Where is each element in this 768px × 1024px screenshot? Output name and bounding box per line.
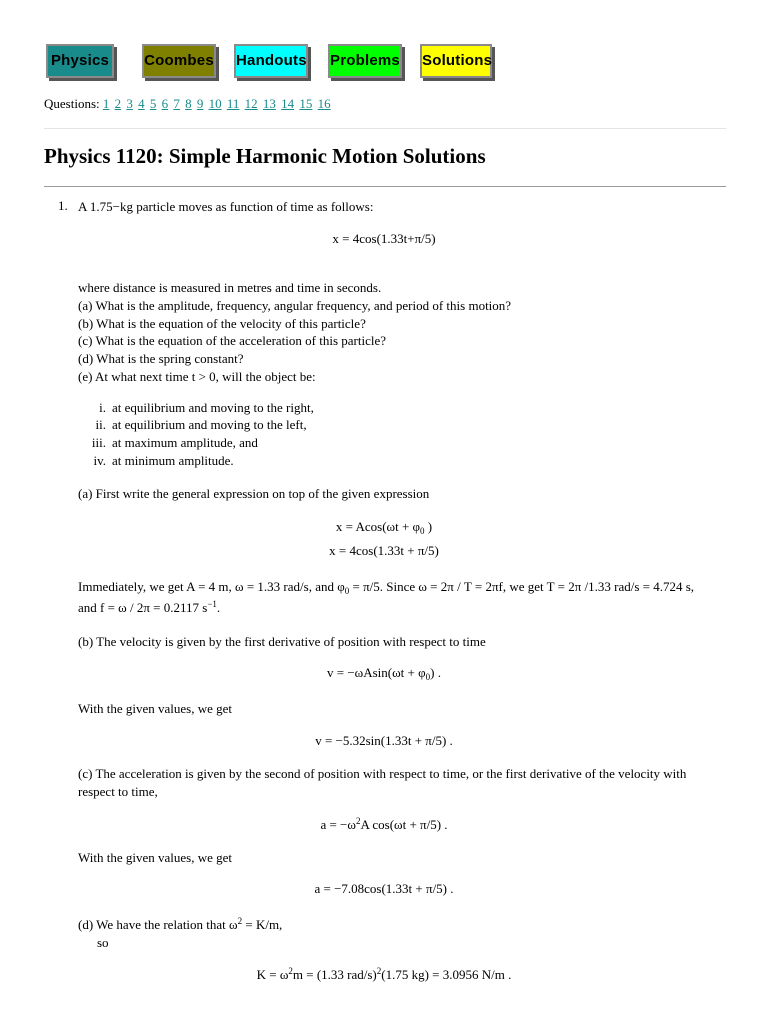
solution-c-intro-line2: respect to time,	[78, 784, 158, 799]
problem-part-e: (e) At what next time t > 0, will the object be:	[78, 369, 316, 384]
question-link-1[interactable]: 1	[102, 96, 110, 111]
nav-handouts-button[interactable]: Handouts	[234, 44, 308, 78]
question-link-3[interactable]: 3	[126, 96, 133, 111]
top-divider	[44, 128, 726, 129]
solution-a-frequency: and f = ω / 2π = 0.2117 $s^{-1}$.	[78, 599, 221, 615]
question-link-13[interactable]: 13	[262, 96, 276, 111]
questions-label: Questions:	[44, 96, 100, 111]
spring-constant-equation: $K = \omega^2m = (1.33$ rad/s)$^2$(1.75 kg) = 3.0956 N/m .	[256, 966, 512, 982]
problem-part-d: (d) What is the spring constant?	[78, 351, 244, 366]
with-given-values-b: With the given values, we get	[78, 701, 232, 716]
velocity-general-equation: $v = -\omega Asin(\omega t + \varphi_0)$ .	[327, 665, 441, 682]
list-item: at equilibrium and moving to the right,	[112, 400, 314, 415]
list-item: at maximum amplitude, and	[112, 435, 258, 450]
general-equation: $x = Acos(\omega t + \varphi_0$ )	[335, 519, 433, 536]
question-link-8[interactable]: 8	[185, 96, 192, 111]
question-link-12[interactable]: 12	[244, 96, 258, 111]
nav-coombes-button[interactable]: Coombes	[142, 44, 216, 78]
list-item-number: ii.	[95, 417, 106, 432]
question-link-7[interactable]: 7	[173, 96, 180, 111]
problem-part-c: (c) What is the equation of the acceleration of this particle?	[78, 333, 387, 348]
questions-nav	[44, 96, 333, 112]
list-item-number: i.	[99, 400, 106, 415]
title-divider	[44, 186, 726, 187]
problem-text-line: where distance is measured in metres and time in seconds.	[78, 280, 382, 295]
question-link-14[interactable]: 14	[281, 96, 295, 111]
problem-part-b: (b) What is the equation of the velocity of this particle?	[78, 316, 366, 331]
question-link-16[interactable]: 16	[317, 96, 331, 111]
problem-equation: x = 4cos(1.33t+π/5)	[332, 231, 436, 246]
solution-a-values: Immediately, we get A = 4 m, ω = 1.33 rad/s, and $\varphi_0 = \pi/5$. Since ω = 2π / T = 2πf, we get T = 2π /1.33 rad/s = 4.724 s,	[78, 579, 695, 596]
question-link-6[interactable]: 6	[161, 96, 169, 111]
solution-d-intro: (d) We have the relation that $\omega^2 = K/m$,	[78, 916, 283, 932]
nav-physics-button[interactable]: Physics	[46, 44, 114, 78]
solution-a-intro: (a) First write the general expression on top of the given expression	[78, 486, 430, 501]
with-given-values-c: With the given values, we get	[78, 850, 232, 865]
list-item: at equilibrium and moving to the left,	[112, 417, 307, 432]
question-link-11[interactable]: 11	[226, 96, 240, 111]
list-item-number: iii.	[91, 435, 106, 450]
question-link-5[interactable]: 5	[149, 96, 157, 111]
question-link-2[interactable]: 2	[114, 96, 122, 111]
velocity-equation: v = −5.32sin(1.33t + π/5) .	[315, 733, 453, 748]
solution-d-so: so	[97, 935, 109, 950]
page-title: Physics 1120: Simple Harmonic Motion Solutions	[44, 144, 486, 168]
solution-b-intro: (b) The velocity is given by the first derivative of position with respect to time	[78, 634, 486, 649]
problem-part-a: (a) What is the amplitude, frequency, angular frequency, and period of this motion?	[78, 298, 512, 313]
question-link-4[interactable]: 4	[138, 96, 145, 111]
list-item-number: iv.	[93, 453, 106, 468]
question-link-10[interactable]: 10	[208, 96, 222, 111]
list-item: at minimum amplitude.	[112, 453, 234, 468]
problem-intro: A 1.75−kg particle moves as function of time as follows:	[78, 199, 374, 214]
solution-c-intro-line1: (c) The acceleration is given by the second of position with respect to time, or the first derivative of the velocity with	[78, 766, 687, 781]
question-link-15[interactable]: 15	[299, 96, 313, 111]
acceleration-equation: a = −7.08cos(1.33t + π/5) .	[314, 881, 454, 896]
question-link-9[interactable]: 9	[196, 96, 204, 111]
problem-number: 1.	[58, 198, 68, 213]
nav-solutions-button[interactable]: Solutions	[420, 44, 492, 78]
acceleration-general-equation: $a = -\omega^2A$ cos(ωt + π/5) .	[320, 816, 448, 832]
given-equation: x = 4cos(1.33t + π/5)	[329, 543, 439, 558]
nav-problems-button[interactable]: Problems	[328, 44, 402, 78]
